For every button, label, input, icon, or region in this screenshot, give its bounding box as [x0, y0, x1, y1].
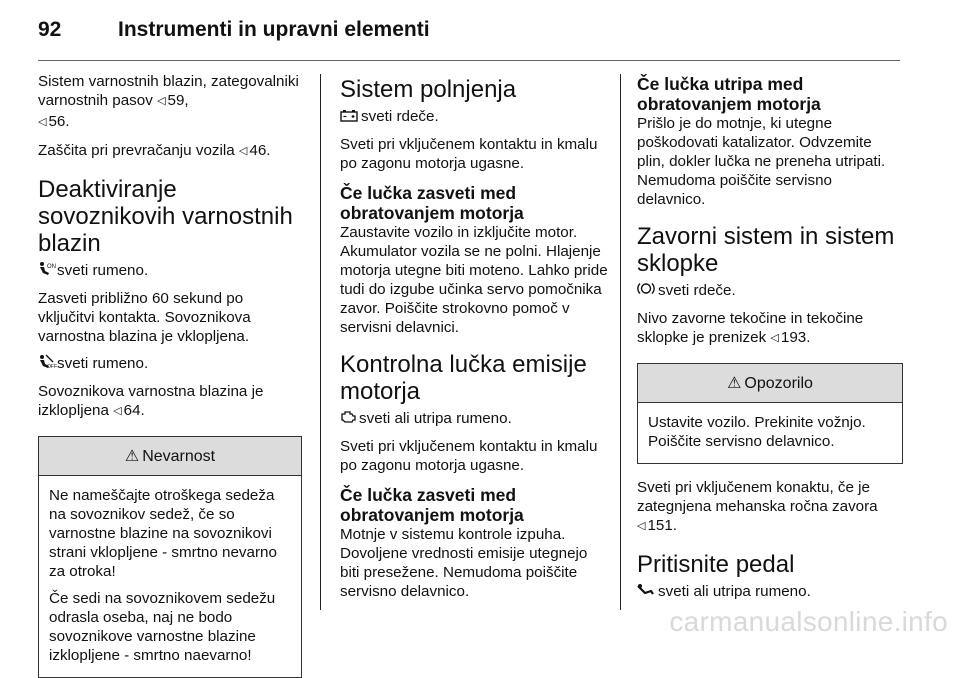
paragraph-brake-fluid: Nivo zavorne tekočine in tekočine sklopke je prenizek ◁ 193.	[637, 310, 864, 346]
column-3	[637, 72, 903, 610]
airbag-off-indicator-line: OFF sveti rumeno.	[38, 354, 302, 374]
danger-paragraph-2: Če sedi na sovoznikovem sedežu odrasla oseba, naj ne bodo sovoznikove varnostne blazine izklopljene - smrtno naevarno!	[49, 590, 276, 664]
battery-icon	[340, 108, 358, 127]
danger-paragraph-1: Ne nameščajte otroškega sedeža na sovoznikov sedež, če so varnostne blazine na sovoznikovi strani vklopljene - smrtno nevarno za otroka!	[49, 487, 277, 580]
paragraph-charging-2: Zaustavite vozilo in izključite motor. Akumulator vozila se ne polni. Hlajenje motorja utegne biti moteno. Lahko pride tudi do izgube učinka servo pomočnika zavor. Poiščite strokovno pomoč v servisni delavnici.	[340, 224, 608, 336]
column-1	[38, 72, 302, 678]
paragraph-handbrake: Sveti pri vključenem konaktu, če je zategnjena mehanska ročna zavora ◁ 151.	[637, 479, 878, 534]
airbag-on-indicator-line: ON sveti rumeno.	[38, 261, 302, 281]
subheading-flashing-engine-running: Če lučka utripa med obratovanjem motorja	[637, 74, 821, 114]
airbag-on-icon	[38, 261, 54, 281]
page-ref-arrow-icon: ◁	[770, 332, 779, 344]
paragraph-airbag-on: Zasveti približno 60 sekund po vključitvi kontakta. Sovoznikova varnostna blazina je vklopljena.	[38, 290, 251, 345]
danger-box-title: Nevarnost	[142, 447, 216, 465]
airbag-off-icon	[38, 354, 57, 374]
svg-text:ON: ON	[47, 264, 56, 270]
paragraph-airbag-off: Sovoznikova varnostna blazina je izklopljena ◁ 64.	[38, 383, 264, 419]
column-divider-2	[620, 74, 621, 610]
paragraph-emission-1: Sveti pri vključenem kontaktu in kmalu po zagonu motorja ugasne.	[340, 438, 598, 474]
page-ref[interactable]: 56.	[48, 113, 70, 130]
paragraph-flashing: Prišlo je do motnje, ki utegne poškodovati katalizator. Odvzemite plin, dokler lučka ne preneha utripati. Nemudoma poiščite servisno delavnico.	[637, 115, 886, 208]
brake-warning-icon	[637, 281, 655, 301]
page-ref-arrow-icon: ◁	[157, 95, 166, 107]
page-ref[interactable]: 59,	[167, 92, 189, 109]
press-pedal-icon	[637, 583, 655, 602]
page-ref-arrow-icon: ◁	[238, 145, 248, 157]
warning-triangle-icon: ⚠	[124, 447, 140, 465]
column-2	[340, 72, 608, 609]
page-number: 92	[38, 18, 62, 41]
watermark: carmanualsonline.info	[669, 606, 948, 637]
paragraph-airbag-refs: Sistem varnostnih blazin, zategovalniki varnostnih pasov ◁ 59, ◁ 56.	[38, 73, 299, 130]
section-heading-charging: Sistem polnjenja	[340, 76, 517, 103]
page-ref-arrow-icon: ◁	[38, 116, 47, 128]
danger-box-body	[39, 476, 301, 677]
warning-box-header	[638, 364, 902, 403]
danger-box-header	[39, 437, 301, 476]
subheading-charging-engine-running: Če lučka zasveti med obratovanjem motorja	[340, 183, 524, 223]
page-ref[interactable]: 64.	[123, 402, 145, 419]
page-header	[38, 18, 430, 48]
paragraph-emission-2: Motnje v sistemu kontrole izpuha. Dovoljene vrednosti emisije utegnejo biti presežene. Nemudoma poiščite servisno delavnico.	[340, 526, 588, 600]
warning-box	[637, 363, 903, 464]
section-heading-emission: Kontrolna lučka emisije motorja	[340, 351, 587, 405]
header-divider	[38, 60, 900, 61]
page-ref[interactable]: 193.	[780, 329, 811, 346]
svg-text:OFF: OFF	[47, 364, 57, 370]
section-heading-press-pedal: Pritisnite pedal	[637, 551, 795, 578]
paragraph-charging-1: Sveti pri vključenem kontaktu in kmalu po zagonu motorja ugasne.	[340, 136, 598, 172]
engine-indicator-line: sveti ali utripa rumeno.	[340, 409, 608, 429]
warning-box-title: Opozorilo	[744, 374, 813, 392]
paragraph-rollover: Zaščita pri prevračanju vozila ◁ 46.	[38, 142, 271, 159]
section-heading-brake-clutch: Zavorni sistem in sistem sklopke	[637, 223, 895, 277]
subheading-emission-engine-running: Če lučka zasveti med obratovanjem motorja	[340, 485, 524, 525]
battery-indicator-line: sveti rdeče.	[340, 107, 608, 127]
page-ref[interactable]: 46.	[249, 142, 271, 159]
danger-box	[38, 436, 302, 678]
brake-indicator-line: sveti rdeče.	[637, 281, 903, 301]
warning-triangle-icon: ⚠	[727, 374, 742, 392]
column-divider-1	[320, 74, 321, 610]
section-heading-airbag-deactivation: Deaktiviranje sovoznikovih varnostnih blazin	[38, 176, 293, 257]
page-ref[interactable]: 151.	[647, 517, 678, 534]
page-ref-arrow-icon: ◁	[637, 520, 646, 532]
page-title: Instrumenti in upravni elementi	[118, 18, 430, 41]
engine-check-icon	[340, 410, 356, 429]
warning-box-body	[638, 403, 902, 463]
pedal-indicator-line: sveti ali utripa rumeno.	[637, 582, 903, 602]
page-ref-arrow-icon: ◁	[113, 405, 122, 417]
warning-paragraph-1: Ustavite vozilo. Prekinite vožnjo. Poiščite servisno delavnico.	[648, 414, 866, 450]
